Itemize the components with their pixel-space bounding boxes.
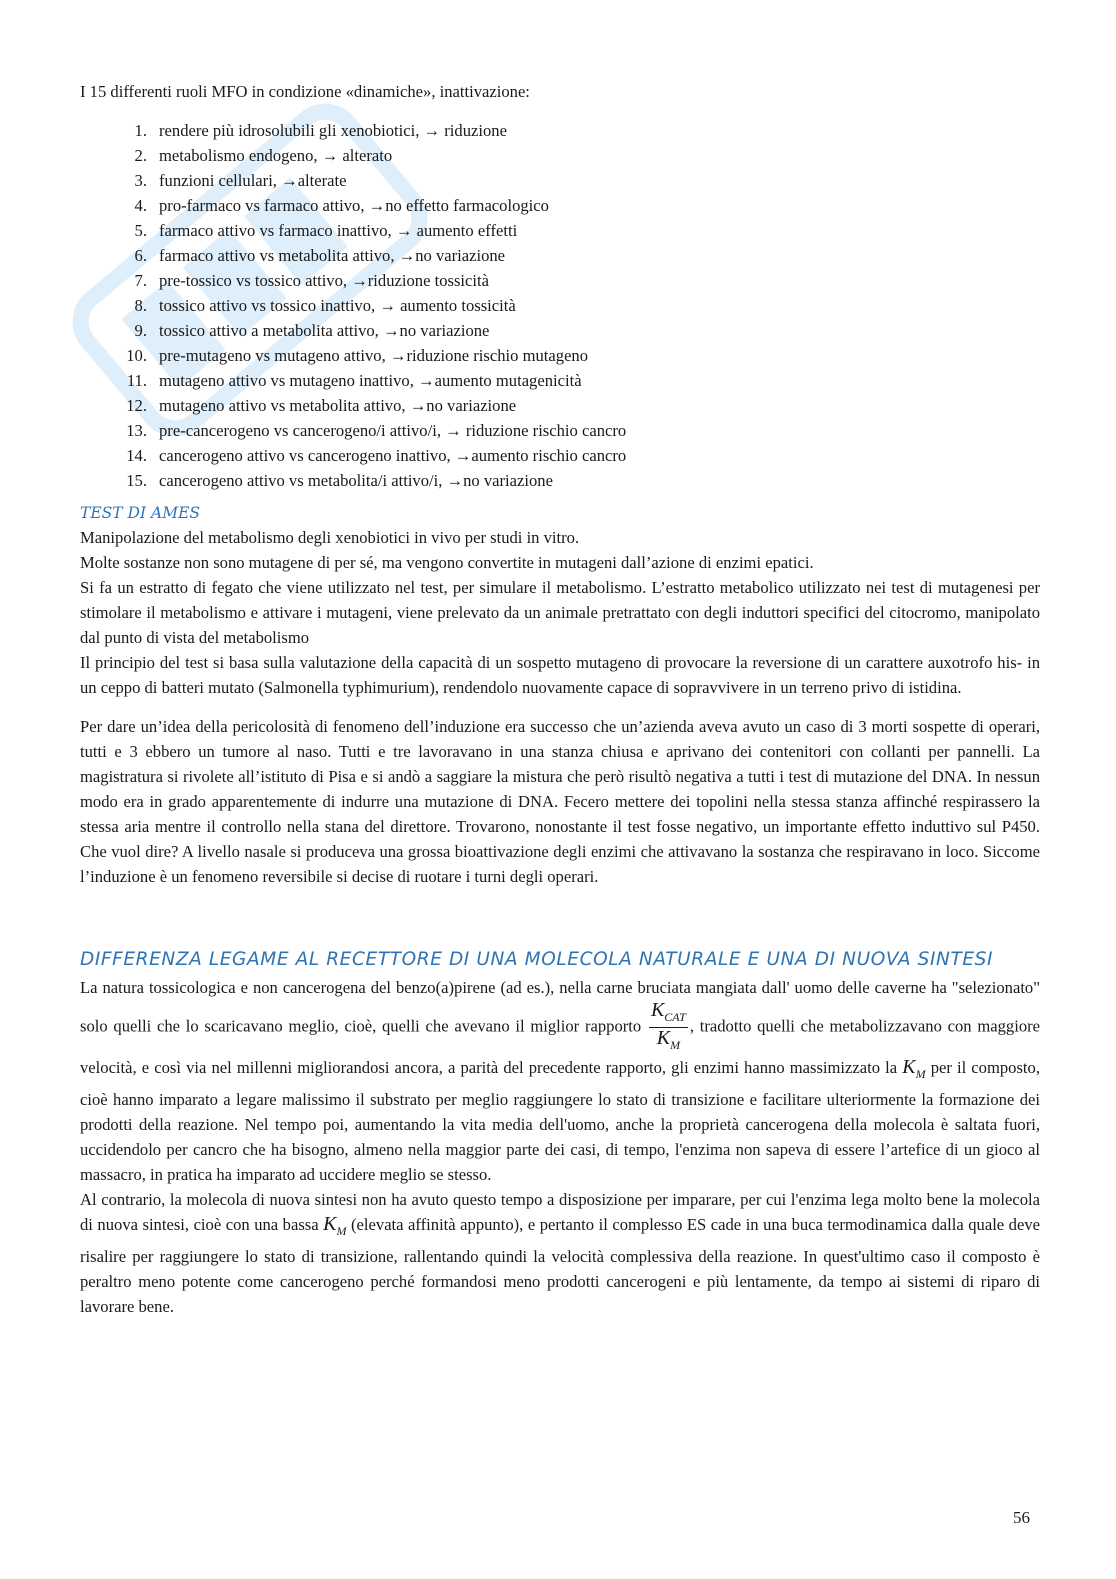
list-item-text: tossico attivo vs tossico inattivo, → aumento tossicità — [159, 296, 516, 315]
kcat-km-fraction — [649, 1000, 688, 1055]
list-item-text: funzioni cellulari, →alterate — [159, 171, 347, 190]
list-item — [80, 243, 1040, 268]
list-item — [80, 393, 1040, 418]
list-item — [80, 368, 1040, 393]
list-item — [80, 318, 1040, 343]
diff-heading: DIFFERENZA LEGAME AL RECETTORE DI UNA MOLECOLA NATURALE E UNA DI NUOVA SINTESI — [80, 949, 994, 970]
denominator-symbol: K — [656, 1027, 671, 1049]
list-item-text: pre-tossico vs tossico attivo, →riduzione tossicità — [159, 271, 489, 290]
list-item-text: pre-cancerogeno vs cancerogeno/i attivo/i, → riduzione rischio cancro — [159, 421, 627, 440]
km-symbol — [902, 1056, 926, 1081]
list-item-number: 2. — [134, 146, 147, 165]
page-content — [80, 79, 1040, 1319]
page-number: 56 — [1013, 1508, 1030, 1527]
list-item — [80, 343, 1040, 368]
diff-paragraph-2 — [80, 1187, 1040, 1319]
diff-text: (elevata affinità appunto), e pertanto il complesso ES cade in una buca termodinamica dalla quale deve risalire per raggiungere lo stato di transizione, rallentando quindi la velocità complessiva della reazione. In quest'ultimo caso il composto è peraltro meno potente come cancerogeno perché formandosi meno prodotti cancerogeni e più lentamente, da tempo ai sistemi di riparo di lavorare bene. — [80, 1215, 1041, 1316]
km-subscript: M — [336, 1224, 347, 1238]
km-subscript: M — [915, 1067, 926, 1081]
list-item — [80, 143, 1040, 168]
list-item-number: 10. — [126, 346, 147, 365]
list-item-number: 14. — [126, 446, 147, 465]
list-item-text: tossico attivo a metabolita attivo, →no variazione — [159, 321, 490, 340]
list-item-text: mutageno attivo vs mutageno inattivo, →aumento mutagenicità — [159, 371, 582, 390]
diff-text: La natura tossicologica e non cancerogena del benzo(a)pirene (ad es.), nella carne bruciata mangiata dall' uomo delle caverne ha "selezionato" solo quelli che lo scaricavano meglio, cioè, quelli che avevano il miglior rapporto — [80, 978, 1040, 1036]
diff-text: Al contrario, la molecola di nuova sintesi non ha avuto questo tempo a disposizione per imparare, per cui l'enzima lega molto bene la molecola di nuova sintesi, cioè con una bassa — [80, 1190, 1040, 1234]
roles-intro: I 15 differenti ruoli MFO in condizione «dinamiche», inattivazione: — [80, 82, 530, 101]
spacer — [80, 700, 1040, 714]
list-item — [80, 293, 1040, 318]
list-item-number: 15. — [126, 471, 147, 490]
km-symbol — [323, 1213, 347, 1238]
ames-story-paragraph: Per dare un’idea della pericolosità di fenomeno dell’induzione era successo che un’azienda aveva avuto un caso di 3 morti sospette di operari, tutti e 3 ebbero un tumore al naso. Tutti e tre lavoravano in una stanza chiusa e aprivano dei contenitori con collanti per pannelli. La magistratura si rivolete all’istituto di Pisa e si andò a saggiare la mistura che però risultò negativa a tutti i test di mutazione del DNA. In nessun modo era in grado apparentemente di indurre una mutazione di DNA. Fecero mettere dei topolini nella stessa stanza affinché respirassero la stessa aria mentre il controllo nella stana del direttore. Trovarono, nonostante il test fosse negativo, un importante effetto induttivo sul P450. Che vuol dire? A livello nasale si produceva una grossa bioattivazione degli enzimi che attivavano la sostanza che respiravano in loco. Siccome l’induzione è un fenomeno reversibile si decise di ruotare i turni degli operari. — [80, 717, 1040, 886]
list-item-number: 4. — [134, 196, 147, 215]
list-item — [80, 118, 1040, 143]
diff-text: per il composto, cioè hanno imparato a legare malissimo il substrato per meglio raggiungere lo stato di transizione e facilitare ulteriormente la formazione dei prodotti della reazione. Nel tempo poi, aumentando la vita media dell'uomo, anche la proprietà cancerogena della molecola è saltata fuori, uccidendolo per cancro che ha bisogno, almeno nella maggior parte dei casi, di tempo, l'enzima non sapeva di essere l’artefice di un gioco al massacro, in pratica ha imparato ad uccidere meglio se stesso. — [80, 1058, 1040, 1184]
list-item — [80, 168, 1040, 193]
ames-line: Si fa un estratto di fegato che viene utilizzato nel test, per simulare il metabolismo. L’estratto metabolico utilizzato nei test di mutagenesi per stimolare il metabolismo e attivare i mutageni, viene prelevato da un animale pretrattato con degli induttori specifici del citocromo, manipolato dal punto di vista del metabolismo — [80, 578, 1040, 647]
diff-text: , tradotto quelli che metabolizzavano con maggiore velocità, e così via nel millenni migliorandosi ancora, a parità del precedente rapporto, gli enzimi hanno massimizzato la — [80, 1016, 1041, 1077]
list-item-text: pre-mutageno vs mutageno attivo, →riduzione rischio mutageno — [159, 346, 589, 365]
diff-paragraph-1 — [80, 975, 1040, 1187]
list-item-number: 1. — [134, 121, 147, 140]
list-item — [80, 268, 1040, 293]
list-item-number: 9. — [134, 321, 147, 340]
list-item-text: metabolismo endogeno, → alterato — [159, 146, 393, 165]
list-item-number: 7. — [134, 271, 147, 290]
list-item-text: mutageno attivo vs metabolita attivo, →no variazione — [159, 396, 517, 415]
list-item — [80, 193, 1040, 218]
list-item-number: 8. — [134, 296, 147, 315]
list-item-text: cancerogeno attivo vs metabolita/i attivo/i, →no variazione — [159, 471, 553, 490]
km-main: K — [323, 1213, 337, 1235]
fraction-denominator — [649, 1028, 688, 1055]
ames-line: Il principio del test si basa sulla valutazione della capacità di un sospetto mutageno di provocare la reversione di un carattere auxotrofo his- in un ceppo di batteri mutato (Salmonella typhimurium), rendendolo nuovamente capace di sopravvivere in un terreno privo di istidina. — [80, 653, 1040, 697]
list-item-text: rendere più idrosolubili gli xenobiotici, → riduzione — [159, 121, 507, 140]
km-main: K — [902, 1056, 916, 1078]
list-item-text: farmaco attivo vs farmaco inattivo, → aumento effetti — [159, 221, 518, 240]
list-item-number: 3. — [134, 171, 147, 190]
list-item-number: 12. — [126, 396, 147, 415]
list-item-number: 13. — [126, 421, 147, 440]
denominator-subscript: M — [670, 1038, 681, 1052]
ames-heading: TEST DI AMES — [80, 504, 201, 522]
list-item — [80, 218, 1040, 243]
spacer — [80, 889, 1040, 945]
ames-line: Molte sostanze non sono mutagene di per sé, ma vengono convertite in mutageni dall’azione di enzimi epatici. — [80, 553, 814, 572]
list-item — [80, 468, 1040, 493]
numerator-symbol: K — [650, 999, 665, 1021]
ames-line: Manipolazione del metabolismo degli xenobiotici in vivo per studi in vitro. — [80, 528, 580, 547]
list-item-number: 6. — [134, 246, 147, 265]
list-item-text: cancerogeno attivo vs cancerogeno inattivo, →aumento rischio cancro — [159, 446, 627, 465]
roles-list — [80, 118, 1040, 493]
list-item — [80, 443, 1040, 468]
numerator-subscript: CAT — [664, 1010, 686, 1024]
list-item-number: 5. — [134, 221, 147, 240]
fraction-numerator — [649, 1000, 688, 1028]
list-item — [80, 418, 1040, 443]
list-item-number: 11. — [126, 371, 147, 390]
list-item-text: farmaco attivo vs metabolita attivo, →no variazione — [159, 246, 506, 265]
list-item-text: pro-farmaco vs farmaco attivo, →no effetto farmacologico — [159, 196, 549, 215]
